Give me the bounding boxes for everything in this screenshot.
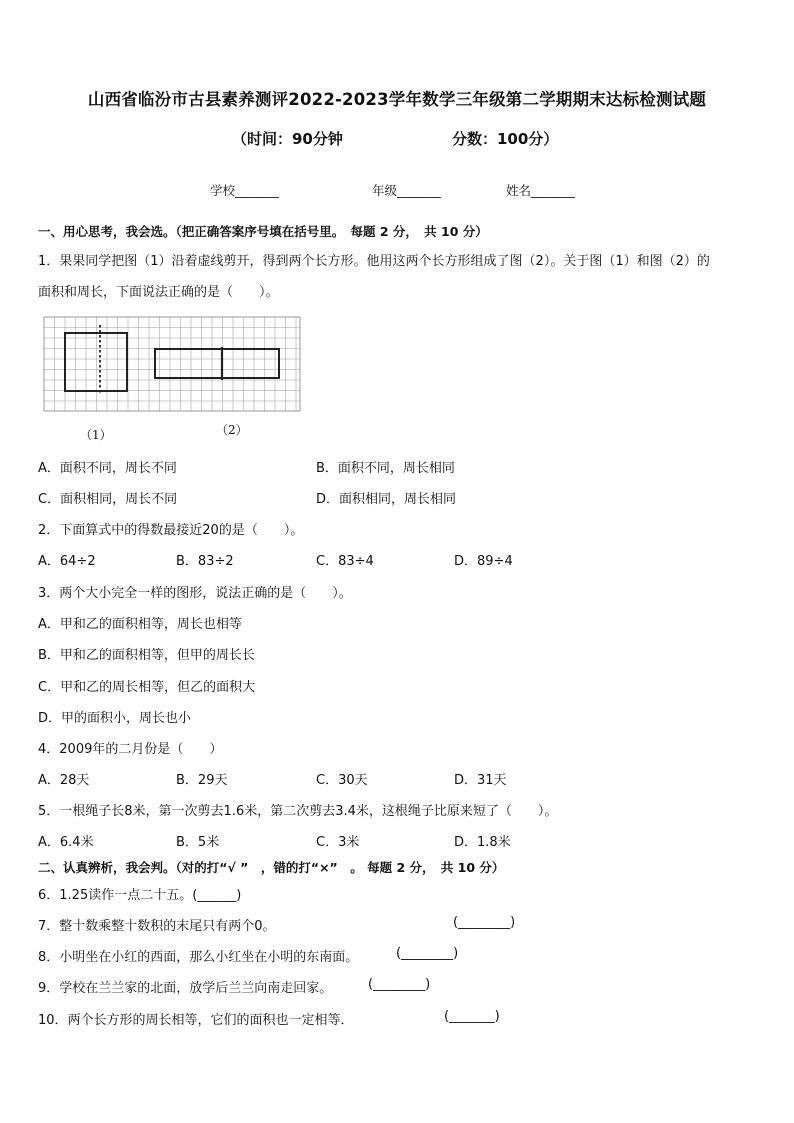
- q2-option-a[interactable]: A．64÷2: [38, 554, 96, 569]
- section1-heading: 一、用心思考，我会选。（把正确答案序号填在括号里。 每题 2 分， 共 10 分）: [38, 224, 488, 239]
- q1-stem-line1: 1．果果同学把图（1）沿着虚线剪开，得到两个长方形。他用这两个长方形组成了图（2）。关于图（1）和图（2）的: [38, 254, 710, 269]
- q3-stem: 3．两个大小完全一样的图形，说法正确的是（ ）。: [38, 586, 352, 601]
- q4-option-c[interactable]: C．30天: [316, 773, 368, 788]
- q4-option-b[interactable]: B．29天: [176, 773, 228, 788]
- q2-option-c[interactable]: C．83÷4: [316, 554, 374, 569]
- figure2-caption: （2）: [216, 423, 248, 437]
- q8-statement: 8．小明坐在小红的西面，那么小红坐在小明的东南面。: [38, 950, 359, 965]
- section2-heading: 二、认真辨析，我会判。（对的打“√ ” ，错的打“×” 。 每题 2 分， 共 10 分）: [38, 860, 505, 875]
- q1-option-c[interactable]: C．面积相同，周长不同: [38, 492, 178, 507]
- q10-statement: 10．两个长方形的周长相等，它们的面积也一定相等．: [38, 1013, 354, 1028]
- q2-option-d[interactable]: D．89÷4: [454, 554, 513, 569]
- q4-option-a[interactable]: A．28天: [38, 773, 90, 788]
- page-title: 山西省临汾市古县素养测评2022-2023学年数学三年级第二学期期末达标检测试题: [87, 90, 707, 109]
- q5-stem: 5．一根绳子长8米，第一次剪去1.6米，第二次剪去3.4米，这根绳子比原来短了（ ）。: [38, 804, 558, 819]
- q1-option-b[interactable]: B．面积不同，周长相同: [316, 461, 455, 476]
- q3-option-c[interactable]: C．甲和乙的周长相等，但乙的面积大: [38, 680, 256, 695]
- q5-option-a[interactable]: A．6.4米: [38, 835, 94, 850]
- q8-answer-blank[interactable]: (________): [396, 946, 459, 961]
- q2-stem: 2．下面算式中的得数最接近20的是（ ）。: [38, 523, 304, 538]
- q9-statement: 9．学校在兰兰家的北面，放学后兰兰向南走回家。: [38, 981, 333, 996]
- q3-option-a[interactable]: A．甲和乙的面积相等，周长也相等: [38, 617, 242, 632]
- figure1-caption: （1）: [80, 428, 112, 442]
- q1-option-d[interactable]: D．面积相同，周长相同: [316, 492, 457, 507]
- exam-score: 分数：100分）: [452, 130, 559, 148]
- grade-field: 年级_______: [372, 183, 441, 198]
- q10-answer-blank[interactable]: (_______): [444, 1009, 500, 1024]
- q5-option-b[interactable]: B．5米: [176, 835, 220, 850]
- q6-statement: 6．1.25读作一点二十五。(______): [38, 888, 242, 903]
- q4-stem: 4．2009年的二月份是（ ）: [38, 742, 223, 757]
- q5-option-c[interactable]: C．3米: [316, 835, 360, 850]
- name-field: 姓名_______: [506, 183, 575, 198]
- q9-answer-blank[interactable]: (________): [368, 977, 431, 992]
- q1-grid-figure: [43, 311, 301, 413]
- school-field: 学校_______: [210, 183, 279, 198]
- q2-option-b[interactable]: B．83÷2: [176, 554, 234, 569]
- q1-option-a[interactable]: A．面积不同，周长不同: [38, 461, 177, 476]
- q3-option-b[interactable]: B．甲和乙的面积相等，但甲的周长长: [38, 648, 255, 663]
- q4-option-d[interactable]: D．31天: [454, 773, 507, 788]
- q3-option-d[interactable]: D．甲的面积小，周长也小: [38, 711, 192, 726]
- q7-statement: 7．整十数乘整十数积的末尾只有两个0。: [38, 919, 276, 934]
- exam-time: （时间：90分钟: [232, 130, 343, 148]
- q7-answer-blank[interactable]: (________): [453, 915, 516, 930]
- q1-stem-line2: 面积和周长，下面说法正确的是（ ）。: [38, 285, 279, 300]
- q5-option-d[interactable]: D．1.8米: [454, 835, 511, 850]
- figure2-rectangle: [155, 349, 279, 378]
